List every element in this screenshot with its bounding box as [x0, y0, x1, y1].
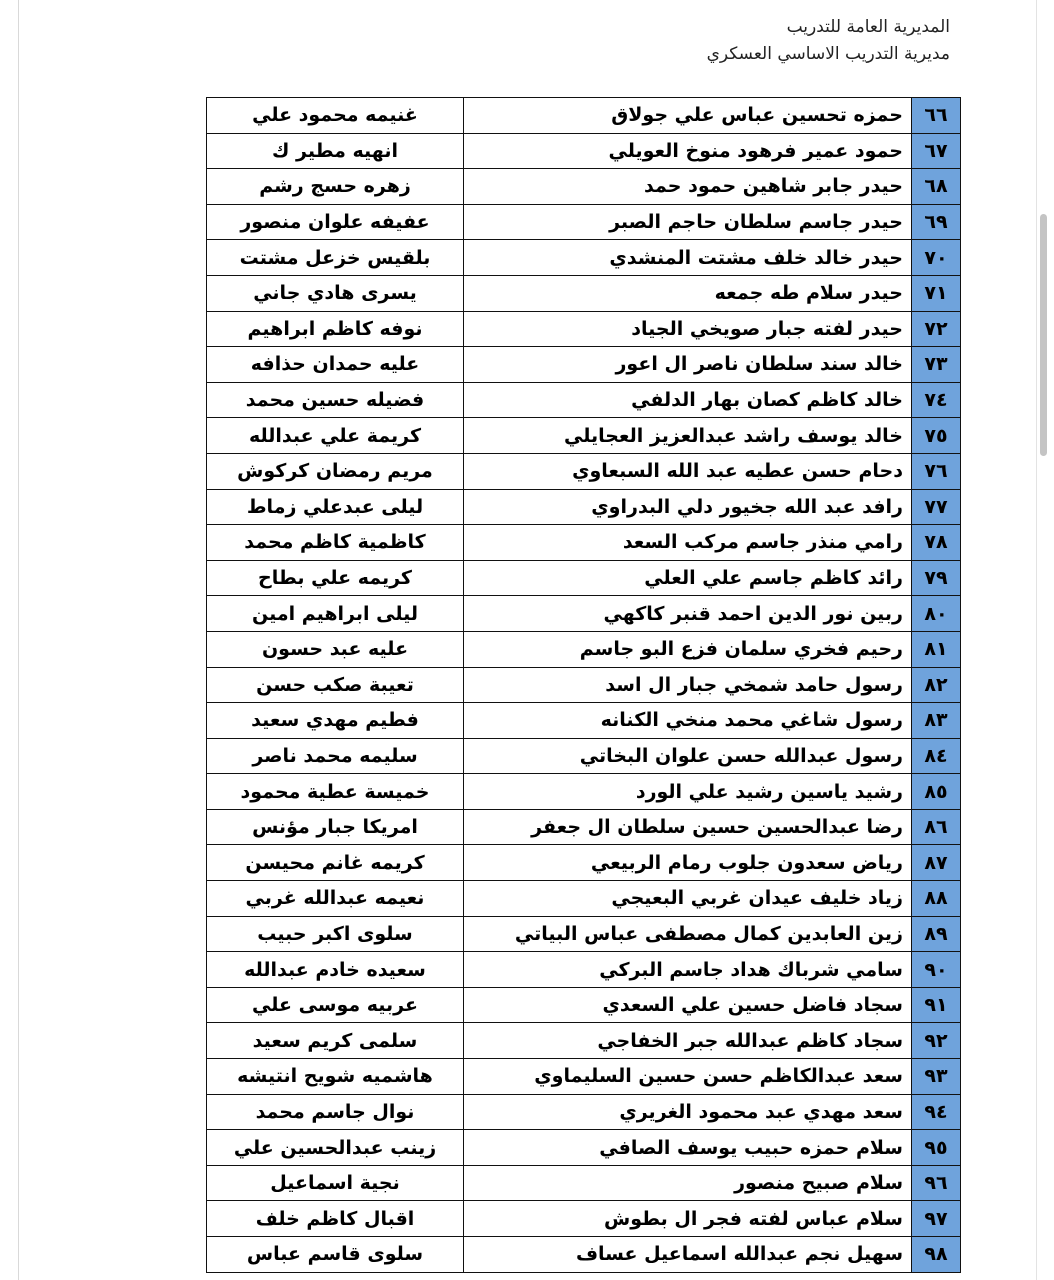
trainee-name-cell: رضا عبدالحسين حسين سلطان ال جعفر [464, 809, 912, 845]
table-row [207, 631, 961, 667]
mother-name-cell: فطيم مهدي سعيد [207, 703, 464, 739]
mother-name-cell: امريكا جبار مؤنس [207, 809, 464, 845]
table-row [207, 133, 961, 169]
trainee-name-cell: حيدر جاسم سلطان حاجم الصبر [464, 204, 912, 240]
trainee-name-cell: حيدر لفته جبار صويخي الجياد [464, 311, 912, 347]
trainee-name-cell: خالد سند سلطان ناصر ال اعور [464, 347, 912, 383]
row-number-cell: ٧٩ [912, 560, 961, 596]
table-row [207, 98, 961, 134]
mother-name-cell: خميسة عطية محمود [207, 774, 464, 810]
row-number-cell: ٧٣ [912, 347, 961, 383]
row-number-cell: ٩٧ [912, 1201, 961, 1237]
table-row [207, 560, 961, 596]
mother-name-cell: سلمى كريم سعيد [207, 1023, 464, 1059]
table-row [207, 1130, 961, 1166]
mother-name-cell: سليمه محمد ناصر [207, 738, 464, 774]
row-number-cell: ٨٧ [912, 845, 961, 881]
row-number-cell: ٩٠ [912, 952, 961, 988]
row-number-cell: ٧٨ [912, 525, 961, 561]
row-number-cell: ٩٥ [912, 1130, 961, 1166]
mother-name-cell: كريمه علي بطاح [207, 560, 464, 596]
table-row [207, 1023, 961, 1059]
mother-name-cell: نوال جاسم محمد [207, 1094, 464, 1130]
document-header [707, 14, 950, 68]
trainee-name-cell: رسول حامد شمخي جبار ال اسد [464, 667, 912, 703]
mother-name-cell: عليه عبد حسون [207, 631, 464, 667]
mother-name-cell: نعيمه عبدالله غربي [207, 881, 464, 917]
mother-name-cell: كريمة علي عبدالله [207, 418, 464, 454]
trainee-name-cell: حيدر جابر شاهين حمود حمد [464, 169, 912, 205]
row-number-cell: ٧٠ [912, 240, 961, 276]
trainee-name-cell: ربين نور الدين احمد قنبر كاكهي [464, 596, 912, 632]
mother-name-cell: زهره حسج رشم [207, 169, 464, 205]
row-number-cell: ٧١ [912, 275, 961, 311]
mother-name-cell: يسرى هادي جاني [207, 275, 464, 311]
mother-name-cell: سلوى اكبر حبيب [207, 916, 464, 952]
table-row [207, 916, 961, 952]
table-row [207, 382, 961, 418]
mother-name-cell: نوفه كاظم ابراهيم [207, 311, 464, 347]
mother-name-cell: نجية اسماعيل [207, 1165, 464, 1201]
header-directorate-general: المديرية العامة للتدريب [786, 17, 950, 37]
trainee-name-cell: سامي شرباك هداد جاسم البركي [464, 952, 912, 988]
table-row [207, 418, 961, 454]
row-number-cell: ٨٤ [912, 738, 961, 774]
names-table [206, 97, 961, 1273]
trainee-name-cell: رامي منذر جاسم مركب السعد [464, 525, 912, 561]
row-number-cell: ٨٥ [912, 774, 961, 810]
row-number-cell: ٩١ [912, 987, 961, 1023]
mother-name-cell: سعيده خادم عبدالله [207, 952, 464, 988]
trainee-name-cell: زياد خليف عيدان غربي البعيجي [464, 881, 912, 917]
table-row [207, 240, 961, 276]
row-number-cell: ٩٣ [912, 1059, 961, 1095]
row-number-cell: ٦٨ [912, 169, 961, 205]
row-number-cell: ٨٨ [912, 881, 961, 917]
mother-name-cell: زينب عبدالحسين علي [207, 1130, 464, 1166]
table-row [207, 667, 961, 703]
trainee-name-cell: سهيل نجم عبدالله اسماعيل عساف [464, 1237, 912, 1273]
trainee-name-cell: دحام حسن عطيه عبد الله السبعاوي [464, 453, 912, 489]
trainee-name-cell: رسول شاغي محمد منخي الكنانه [464, 703, 912, 739]
row-number-cell: ٧٤ [912, 382, 961, 418]
trainee-name-cell: رحيم فخري سلمان فزع البو جاسم [464, 631, 912, 667]
header-directorate-basic-training: مديرية التدريب الاساسي العسكري [706, 44, 950, 64]
trainee-name-cell: حمزه تحسين عباس علي جولاق [464, 98, 912, 134]
table-row [207, 311, 961, 347]
table-row [207, 1201, 961, 1237]
table-row [207, 845, 961, 881]
row-number-cell: ٩٢ [912, 1023, 961, 1059]
mother-name-cell: ليلى عبدعلي زماط [207, 489, 464, 525]
trainee-name-cell: سعد عبدالكاظم حسن حسين السليماوي [464, 1059, 912, 1095]
row-number-cell: ٨٠ [912, 596, 961, 632]
table-row [207, 489, 961, 525]
table-row [207, 703, 961, 739]
mother-name-cell: عليه حمدان حذافه [207, 347, 464, 383]
table-row [207, 738, 961, 774]
mother-name-cell: ليلى ابراهيم امين [207, 596, 464, 632]
mother-name-cell: اقبال كاظم خلف [207, 1201, 464, 1237]
trainee-name-cell: حيدر خالد خلف مشتت المنشدي [464, 240, 912, 276]
row-number-cell: ٨٣ [912, 703, 961, 739]
mother-name-cell: كاظمية كاظم محمد [207, 525, 464, 561]
mother-name-cell: هاشميه شويح انتيشه [207, 1059, 464, 1095]
row-number-cell: ٦٩ [912, 204, 961, 240]
trainee-name-cell: رافد عبد الله جخيور دلي البدراوي [464, 489, 912, 525]
mother-name-cell: انهيه مطير ك [207, 133, 464, 169]
table-row [207, 774, 961, 810]
table-row [207, 1059, 961, 1095]
row-number-cell: ٩٤ [912, 1094, 961, 1130]
trainee-name-cell: رائد كاظم جاسم علي العلي [464, 560, 912, 596]
row-number-cell: ٨٢ [912, 667, 961, 703]
trainee-name-cell: سلام عباس لفته فجر ال بطوش [464, 1201, 912, 1237]
table-row [207, 987, 961, 1023]
table-row [207, 525, 961, 561]
trainee-name-cell: رياض سعدون جلوب رمام الربيعي [464, 845, 912, 881]
scrollbar-thumb[interactable] [1040, 214, 1047, 456]
trainee-name-cell: سلام صبيح منصور [464, 1165, 912, 1201]
row-number-cell: ٧٧ [912, 489, 961, 525]
row-number-cell: ٧٥ [912, 418, 961, 454]
trainee-name-cell: خالد كاظم كصان بهار الدلفي [464, 382, 912, 418]
table-row [207, 1094, 961, 1130]
trainee-name-cell: زين العابدين كمال مصطفى عباس البياتي [464, 916, 912, 952]
trainee-name-cell: رسول عبدالله حسن علوان البخاتي [464, 738, 912, 774]
table-row [207, 596, 961, 632]
table-row [207, 347, 961, 383]
mother-name-cell: تعيبة صكب حسن [207, 667, 464, 703]
table-row [207, 1237, 961, 1273]
row-number-cell: ٨٩ [912, 916, 961, 952]
table-row [207, 453, 961, 489]
row-number-cell: ٧٢ [912, 311, 961, 347]
mother-name-cell: عفيفه علوان منصور [207, 204, 464, 240]
mother-name-cell: مريم رمضان كركوش [207, 453, 464, 489]
trainee-name-cell: سعد مهدي عبد محمود الغريري [464, 1094, 912, 1130]
mother-name-cell: سلوى قاسم عباس [207, 1237, 464, 1273]
table-row [207, 881, 961, 917]
table-row [207, 204, 961, 240]
row-number-cell: ٦٦ [912, 98, 961, 134]
page-edge-right [1036, 0, 1037, 1280]
page-edge-left [18, 0, 19, 1280]
row-number-cell: ٩٨ [912, 1237, 961, 1273]
table-row [207, 952, 961, 988]
row-number-cell: ٨١ [912, 631, 961, 667]
mother-name-cell: فضيله حسين محمد [207, 382, 464, 418]
trainee-name-cell: حمود عمير فرهود منوخ العويلي [464, 133, 912, 169]
row-number-cell: ٨٦ [912, 809, 961, 845]
table-row [207, 1165, 961, 1201]
trainee-name-cell: سجاد فاضل حسين علي السعدي [464, 987, 912, 1023]
mother-name-cell: عربيه موسى علي [207, 987, 464, 1023]
trainee-name-cell: سجاد كاظم عبدالله جبر الخفاجي [464, 1023, 912, 1059]
table-row [207, 809, 961, 845]
row-number-cell: ٩٦ [912, 1165, 961, 1201]
trainee-name-cell: رشيد ياسين رشيد علي الورد [464, 774, 912, 810]
trainee-name-cell: حيدر سلام طه جمعه [464, 275, 912, 311]
mother-name-cell: بلقيس خزعل مشتت [207, 240, 464, 276]
trainee-name-cell: خالد يوسف راشد عبدالعزيز العجايلي [464, 418, 912, 454]
mother-name-cell: كريمه غانم محيسن [207, 845, 464, 881]
table-row [207, 275, 961, 311]
table-row [207, 169, 961, 205]
mother-name-cell: غنيمه محمود علي [207, 98, 464, 134]
row-number-cell: ٦٧ [912, 133, 961, 169]
names-table-body [207, 98, 961, 1273]
row-number-cell: ٧٦ [912, 453, 961, 489]
trainee-name-cell: سلام حمزه حبيب يوسف الصافي [464, 1130, 912, 1166]
